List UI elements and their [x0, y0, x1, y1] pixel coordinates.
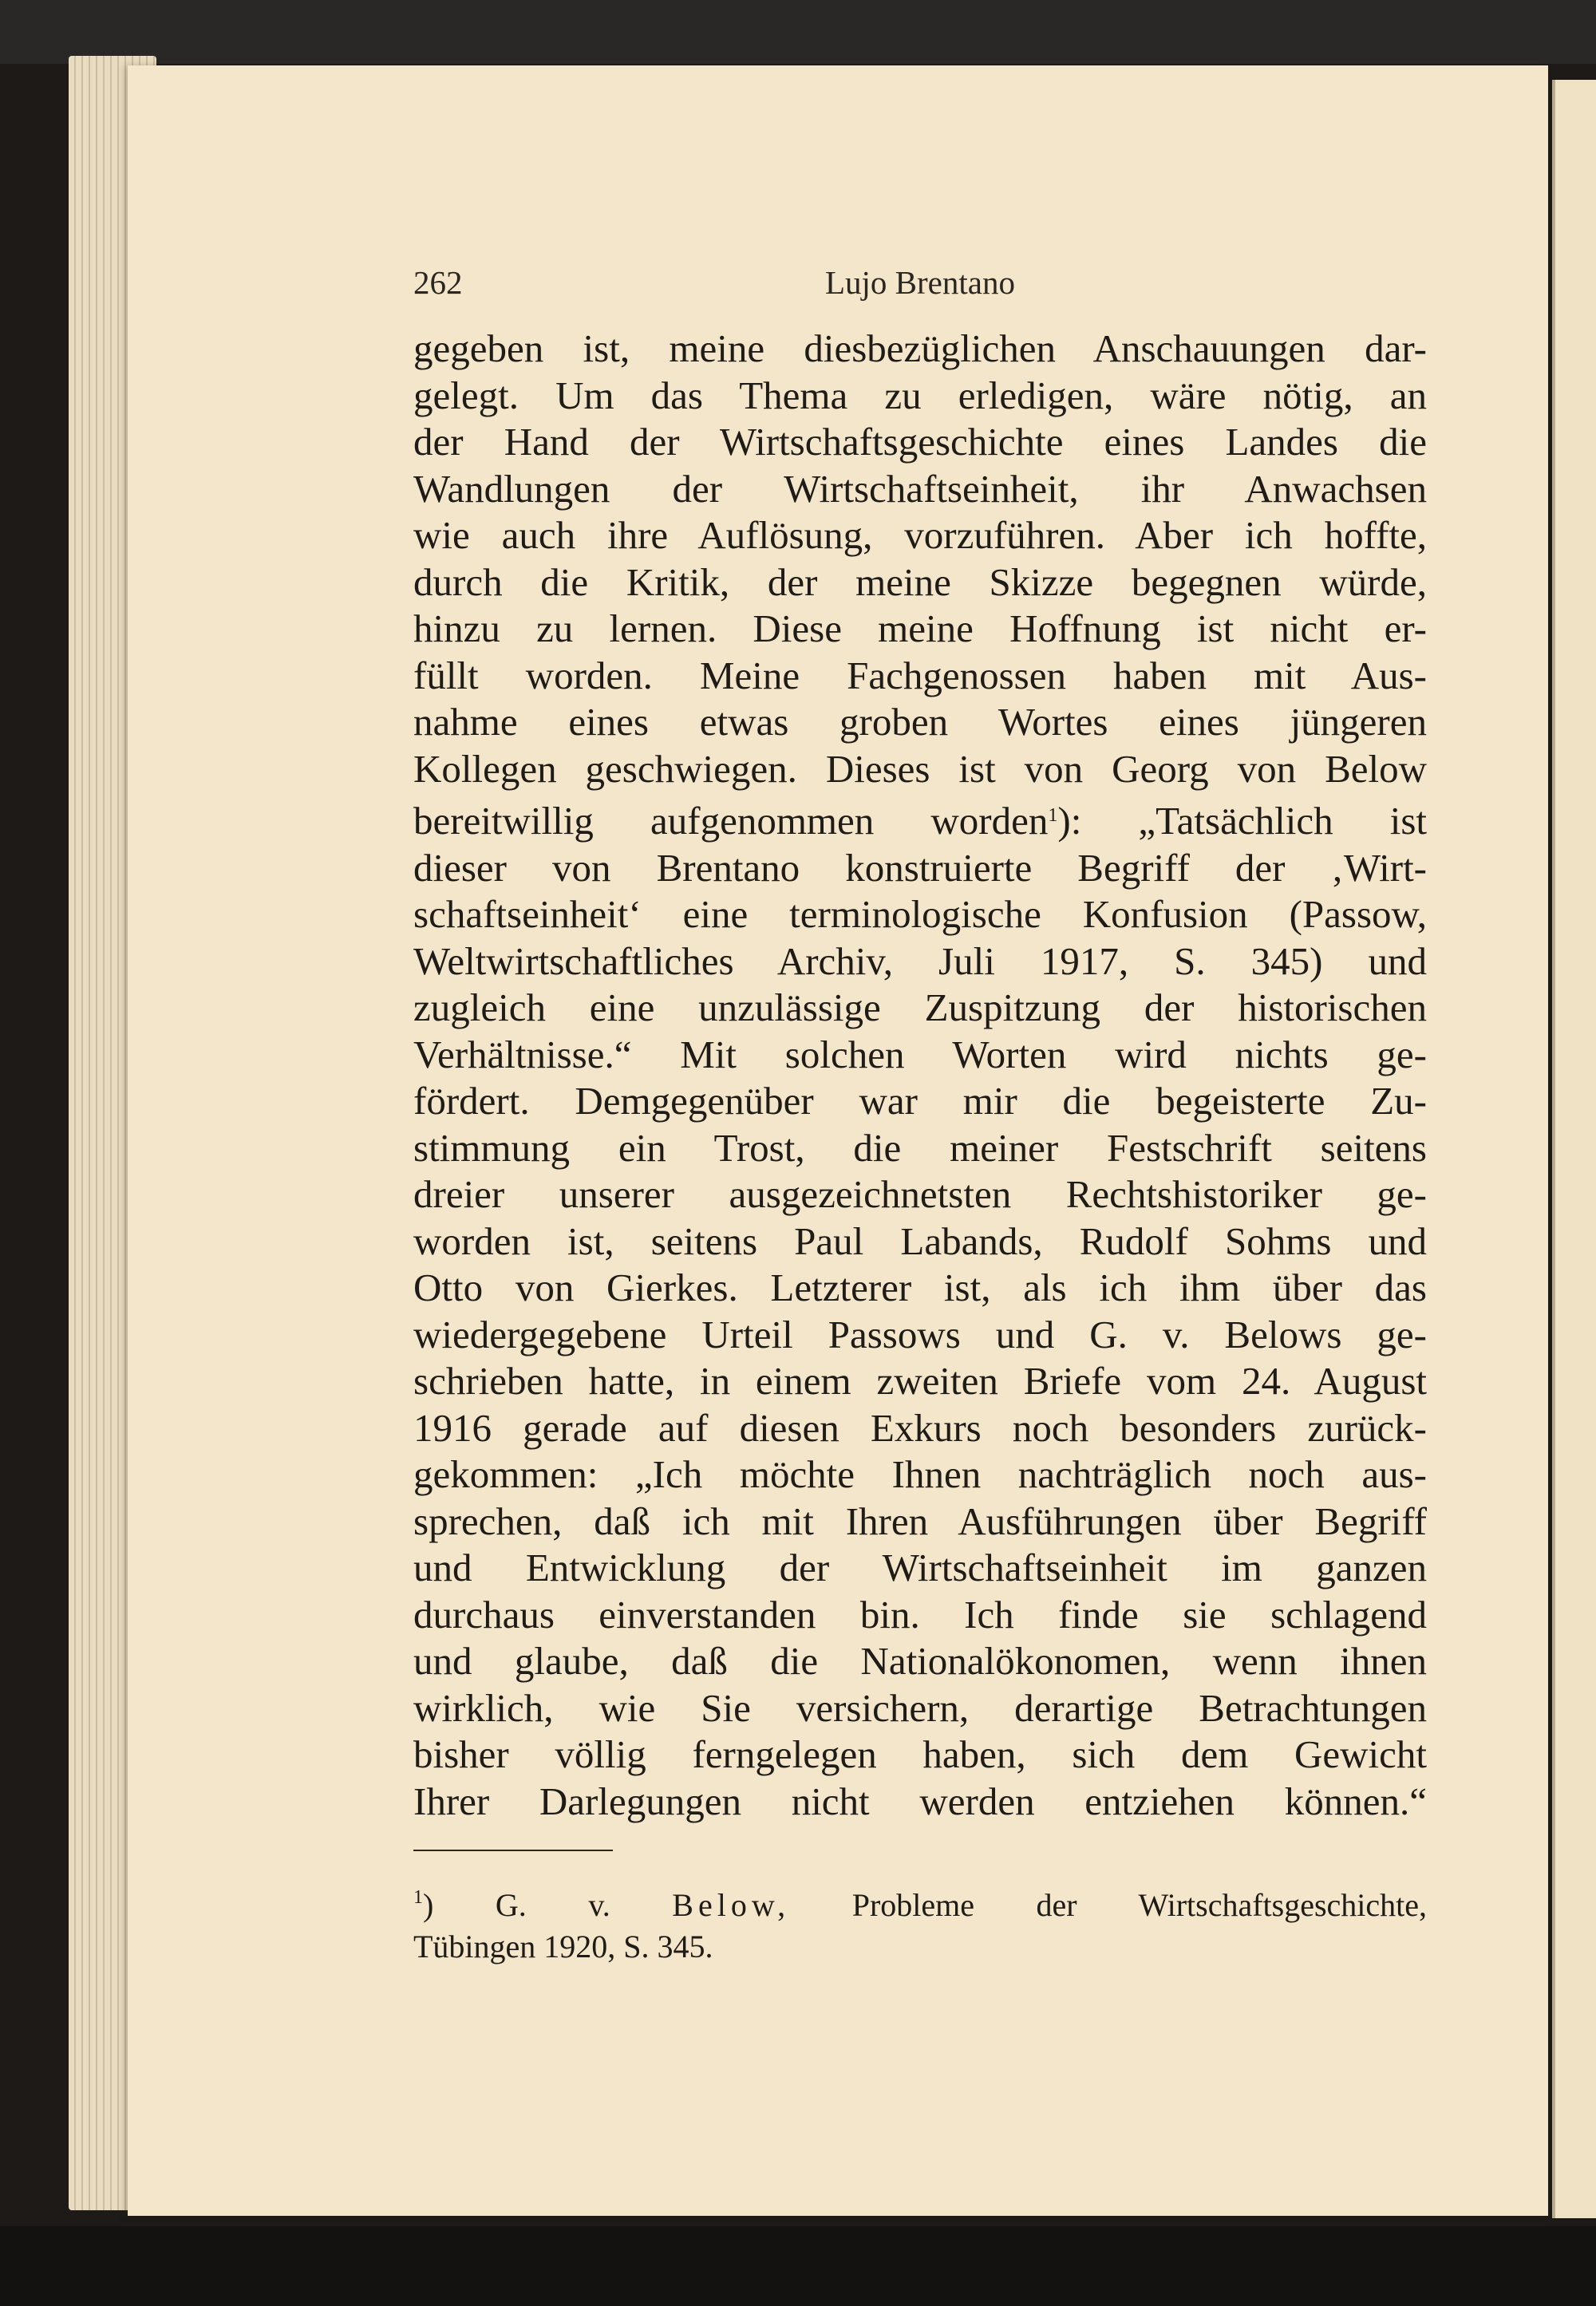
line-text: bereitwillig aufgenommen worden	[413, 799, 1049, 843]
text-line: durchaus einverstanden bin. Ich finde sie schlagend	[413, 1592, 1427, 1637]
running-title: Lujo Brentano	[825, 264, 1015, 301]
footnote-mark: 1	[413, 1887, 423, 1908]
text-line: zugleich eine unzulässige Zuspitzung der historischen	[413, 985, 1427, 1029]
footnote-reference[interactable]: 1	[1048, 805, 1058, 826]
body-text	[413, 326, 1427, 1825]
text-line: hinzu zu lernen. Diese meine Hoffnung ist nicht er-	[413, 606, 1427, 650]
text-line: Verhältnisse.“ Mit solchen Worten wird nichts ge-	[413, 1032, 1427, 1076]
text-line: stimmung ein Trost, die meiner Festschrift seitens	[413, 1125, 1427, 1170]
footnote-title: Probleme der Wirtschaftsgeschichte,	[851, 1887, 1428, 1923]
text-line: gegeben ist, meine diesbezüglichen Anschauungen dar-	[413, 326, 1427, 370]
text-line: und Entwicklung der Wirtschaftseinheit im ganzen	[413, 1546, 1427, 1589]
text-line: fördert. Demgegenüber war mir die begeisterte Zu-	[413, 1079, 1427, 1123]
text-line: gekommen: „Ich möchte Ihnen nachträglich noch aus-	[413, 1452, 1427, 1496]
line-text: ): „Tatsächlich ist	[1057, 799, 1427, 843]
footnote-line	[413, 1877, 1427, 1926]
page-header	[413, 263, 1427, 303]
text-line: schaftseinheit‘ eine terminologische Konfusion (Passow,	[413, 892, 1427, 936]
footnote	[413, 1877, 1427, 1968]
footnote-mark-close: )	[423, 1887, 434, 1923]
text-line: sprechen, daß ich mit Ihren Ausführungen über Begriff	[413, 1499, 1427, 1543]
text-line: dreier unserer ausgezeichnetsten Rechtshistoriker ge-	[413, 1172, 1427, 1216]
footnote-line: Tübingen 1920, S. 345.	[413, 1929, 713, 1964]
text-line: dieser von Brentano konstruierte Begriff der ‚Wirt-	[413, 845, 1427, 890]
text-line: wie auch ihre Auflösung, vorzuführen. Aber ich hoffte,	[413, 513, 1427, 557]
text-line: Wandlungen der Wirtschaftseinheit, ihr Anwachsen	[413, 466, 1427, 511]
footnote-separator	[413, 1850, 613, 1851]
text-line: der Hand der Wirtschaftsgeschichte eines Landes die	[413, 420, 1427, 464]
text-line: schrieben hatte, in einem zweiten Briefe vom 24. August	[413, 1359, 1427, 1403]
scan-background-top	[0, 0, 1596, 64]
text-line: 1916 gerade auf diesen Exkurs noch besonders zurück-	[413, 1405, 1427, 1450]
text-line: wiedergegebene Urteil Passows und G. v. Belows ge-	[413, 1312, 1427, 1356]
text-line-with-footnote-ref	[413, 792, 1427, 845]
text-line: Ihrer Darlegungen nicht werden entziehen können.“	[413, 1779, 1427, 1823]
text-line: Weltwirtschaftliches Archiv, Juli 1917, S. 345) und	[413, 938, 1427, 983]
text-line: Kollegen geschwiegen. Dieses ist von Georg von Below	[413, 746, 1427, 791]
page-number: 262	[413, 264, 463, 301]
text-line: worden ist, seitens Paul Labands, Rudolf Sohms und	[413, 1218, 1427, 1263]
text-line: wirklich, wie Sie versichern, derartige Betrachtungen	[413, 1685, 1427, 1730]
facing-page-edge	[1552, 80, 1596, 2218]
text-line: bisher völlig ferngelegen haben, sich dem Gewicht	[413, 1732, 1427, 1776]
footnote-author-name: Below,	[672, 1887, 791, 1923]
text-line: durch die Kritik, der meine Skizze begegnen würde,	[413, 559, 1427, 604]
text-line: und glaube, daß die Nationalökonomen, wenn ihnen	[413, 1639, 1427, 1683]
footnote-author-initials: G. v.	[495, 1887, 610, 1923]
text-line: füllt worden. Meine Fachgenossen haben mit Aus-	[413, 653, 1427, 697]
text-line: nahme eines etwas groben Wortes eines jüngeren	[413, 700, 1427, 744]
text-line: Otto von Gierkes. Letzterer ist, als ich ihm über das	[413, 1266, 1427, 1309]
scan-background-bottom	[0, 2226, 1596, 2306]
text-line: gelegt. Um das Thema zu erledigen, wäre nötig, an	[413, 373, 1427, 417]
